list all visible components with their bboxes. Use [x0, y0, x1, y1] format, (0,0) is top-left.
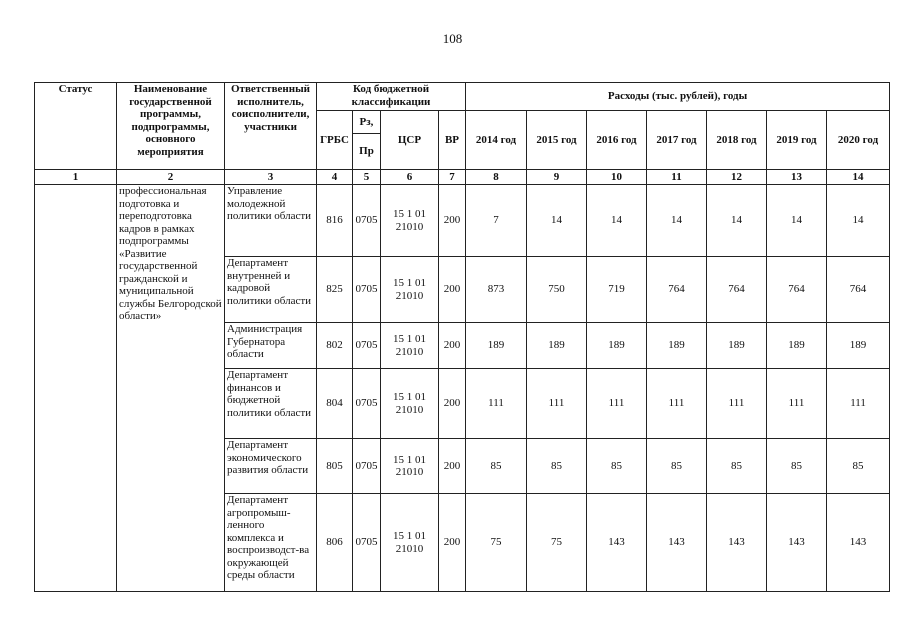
- column-index: 10: [587, 170, 647, 185]
- value-cell: 75: [466, 494, 527, 592]
- csr-cell: [381, 257, 439, 323]
- csr-part: 21010: [395, 220, 424, 233]
- header-budget-code: Код бюджетной классификации: [317, 83, 466, 111]
- value-cell: 189: [827, 323, 890, 369]
- executor-cell: Администрация Губернатора области: [225, 323, 317, 369]
- value-cell: 14: [767, 185, 827, 257]
- rzpr-cell: 0705: [353, 369, 381, 439]
- table-row: [35, 185, 890, 257]
- grbs-cell: 805: [317, 439, 353, 494]
- value-cell: 189: [647, 323, 707, 369]
- value-cell: 873: [466, 257, 527, 323]
- page-number: 108: [442, 31, 463, 46]
- column-index: 12: [707, 170, 767, 185]
- value-cell: 189: [707, 323, 767, 369]
- value-cell: 85: [527, 439, 587, 494]
- grbs-cell: 804: [317, 369, 353, 439]
- csr-cell: [381, 494, 439, 592]
- executor-cell: Департамент экономического развития области: [225, 439, 317, 494]
- csr-part: 21010: [395, 542, 424, 555]
- value-cell: 719: [587, 257, 647, 323]
- header-rz: Рз,: [353, 111, 381, 134]
- header-executor: Ответственный исполнитель, соисполнители, участники: [225, 83, 317, 170]
- value-cell: 111: [466, 369, 527, 439]
- program-name: профессиональная подготовка и переподготовка кадров в рамках подпрограммы «Развитие государственной гражданской и муниципальной службы Белгородской области»: [117, 185, 225, 592]
- value-cell: 111: [827, 369, 890, 439]
- csr-part: 15 1 01: [393, 530, 426, 542]
- value-cell: 14: [647, 185, 707, 257]
- column-index: 14: [827, 170, 890, 185]
- rzpr-cell: 0705: [353, 185, 381, 257]
- value-cell: 111: [647, 369, 707, 439]
- value-cell: 14: [707, 185, 767, 257]
- header-expenses: Расходы (тыс. рублей), годы: [466, 83, 890, 111]
- vr-cell: 200: [439, 185, 466, 257]
- column-index: 6: [381, 170, 439, 185]
- value-cell: 75: [527, 494, 587, 592]
- csr-part: 15 1 01: [393, 208, 426, 220]
- csr-cell: [381, 369, 439, 439]
- header-year: 2019 год: [767, 111, 827, 170]
- grbs-cell: 825: [317, 257, 353, 323]
- header-status: Статус: [35, 83, 117, 170]
- column-index: 9: [527, 170, 587, 185]
- csr-part: 21010: [395, 345, 424, 358]
- column-index: 7: [439, 170, 466, 185]
- header-year: 2020 год: [827, 111, 890, 170]
- value-cell: 143: [647, 494, 707, 592]
- header-year: 2018 год: [707, 111, 767, 170]
- value-cell: 764: [767, 257, 827, 323]
- value-cell: 143: [827, 494, 890, 592]
- value-cell: 143: [767, 494, 827, 592]
- vr-cell: 200: [439, 257, 466, 323]
- csr-part: 21010: [395, 289, 424, 302]
- rzpr-cell: 0705: [353, 257, 381, 323]
- column-index: 5: [353, 170, 381, 185]
- csr-part: 15 1 01: [393, 333, 426, 345]
- vr-cell: 200: [439, 369, 466, 439]
- header-year: 2016 год: [587, 111, 647, 170]
- csr-cell: [381, 439, 439, 494]
- value-cell: 85: [587, 439, 647, 494]
- value-cell: 14: [587, 185, 647, 257]
- header-year: 2015 год: [527, 111, 587, 170]
- header-grbs: ГРБС: [317, 111, 353, 170]
- rzpr-cell: 0705: [353, 323, 381, 369]
- value-cell: 85: [466, 439, 527, 494]
- value-cell: 189: [466, 323, 527, 369]
- header-year: 2017 год: [647, 111, 707, 170]
- csr-part: 15 1 01: [393, 391, 426, 403]
- value-cell: 85: [647, 439, 707, 494]
- value-cell: 764: [707, 257, 767, 323]
- value-cell: 143: [587, 494, 647, 592]
- value-cell: 7: [466, 185, 527, 257]
- budget-table: [34, 82, 890, 592]
- value-cell: 189: [767, 323, 827, 369]
- value-cell: 111: [527, 369, 587, 439]
- csr-cell: [381, 323, 439, 369]
- rzpr-cell: 0705: [353, 494, 381, 592]
- value-cell: 14: [827, 185, 890, 257]
- csr-cell: [381, 185, 439, 257]
- value-cell: 85: [767, 439, 827, 494]
- column-index: 1: [35, 170, 117, 185]
- csr-part: 21010: [395, 466, 424, 478]
- column-index: 4: [317, 170, 353, 185]
- header-pr: Пр: [353, 134, 381, 170]
- csr-part: 15 1 01: [393, 277, 426, 289]
- value-cell: 764: [827, 257, 890, 323]
- vr-cell: 200: [439, 323, 466, 369]
- rzpr-cell: 0705: [353, 439, 381, 494]
- value-cell: 111: [767, 369, 827, 439]
- header-csr: ЦСР: [381, 111, 439, 170]
- value-cell: 85: [707, 439, 767, 494]
- grbs-cell: 802: [317, 323, 353, 369]
- header-vr: ВР: [439, 111, 466, 170]
- status-cell: [35, 185, 117, 592]
- value-cell: 85: [827, 439, 890, 494]
- executor-cell: Департамент внутренней и кадровой политики области: [225, 257, 317, 323]
- header-year: 2014 год: [466, 111, 527, 170]
- csr-part: 21010: [395, 403, 424, 416]
- executor-cell: Управление молодежной политики области: [225, 185, 317, 257]
- value-cell: 14: [527, 185, 587, 257]
- column-index: 13: [767, 170, 827, 185]
- executor-cell: Департамент агропромыш-ленного комплекса и воспроизводст-ва окружающей среды области: [225, 494, 317, 592]
- value-cell: 750: [527, 257, 587, 323]
- value-cell: 189: [527, 323, 587, 369]
- value-cell: 111: [587, 369, 647, 439]
- grbs-cell: 816: [317, 185, 353, 257]
- executor-cell: Департамент финансов и бюджетной политики области: [225, 369, 317, 439]
- value-cell: 764: [647, 257, 707, 323]
- vr-cell: 200: [439, 494, 466, 592]
- vr-cell: 200: [439, 439, 466, 494]
- column-index: 3: [225, 170, 317, 185]
- column-index: 2: [117, 170, 225, 185]
- value-cell: 189: [587, 323, 647, 369]
- grbs-cell: 806: [317, 494, 353, 592]
- value-cell: 111: [707, 369, 767, 439]
- column-index: 8: [466, 170, 527, 185]
- column-index: 11: [647, 170, 707, 185]
- header-name: Наименование государственной программы, подпрограммы, основного мероприятия: [117, 83, 225, 170]
- csr-part: 15 1 01: [393, 453, 426, 466]
- value-cell: 143: [707, 494, 767, 592]
